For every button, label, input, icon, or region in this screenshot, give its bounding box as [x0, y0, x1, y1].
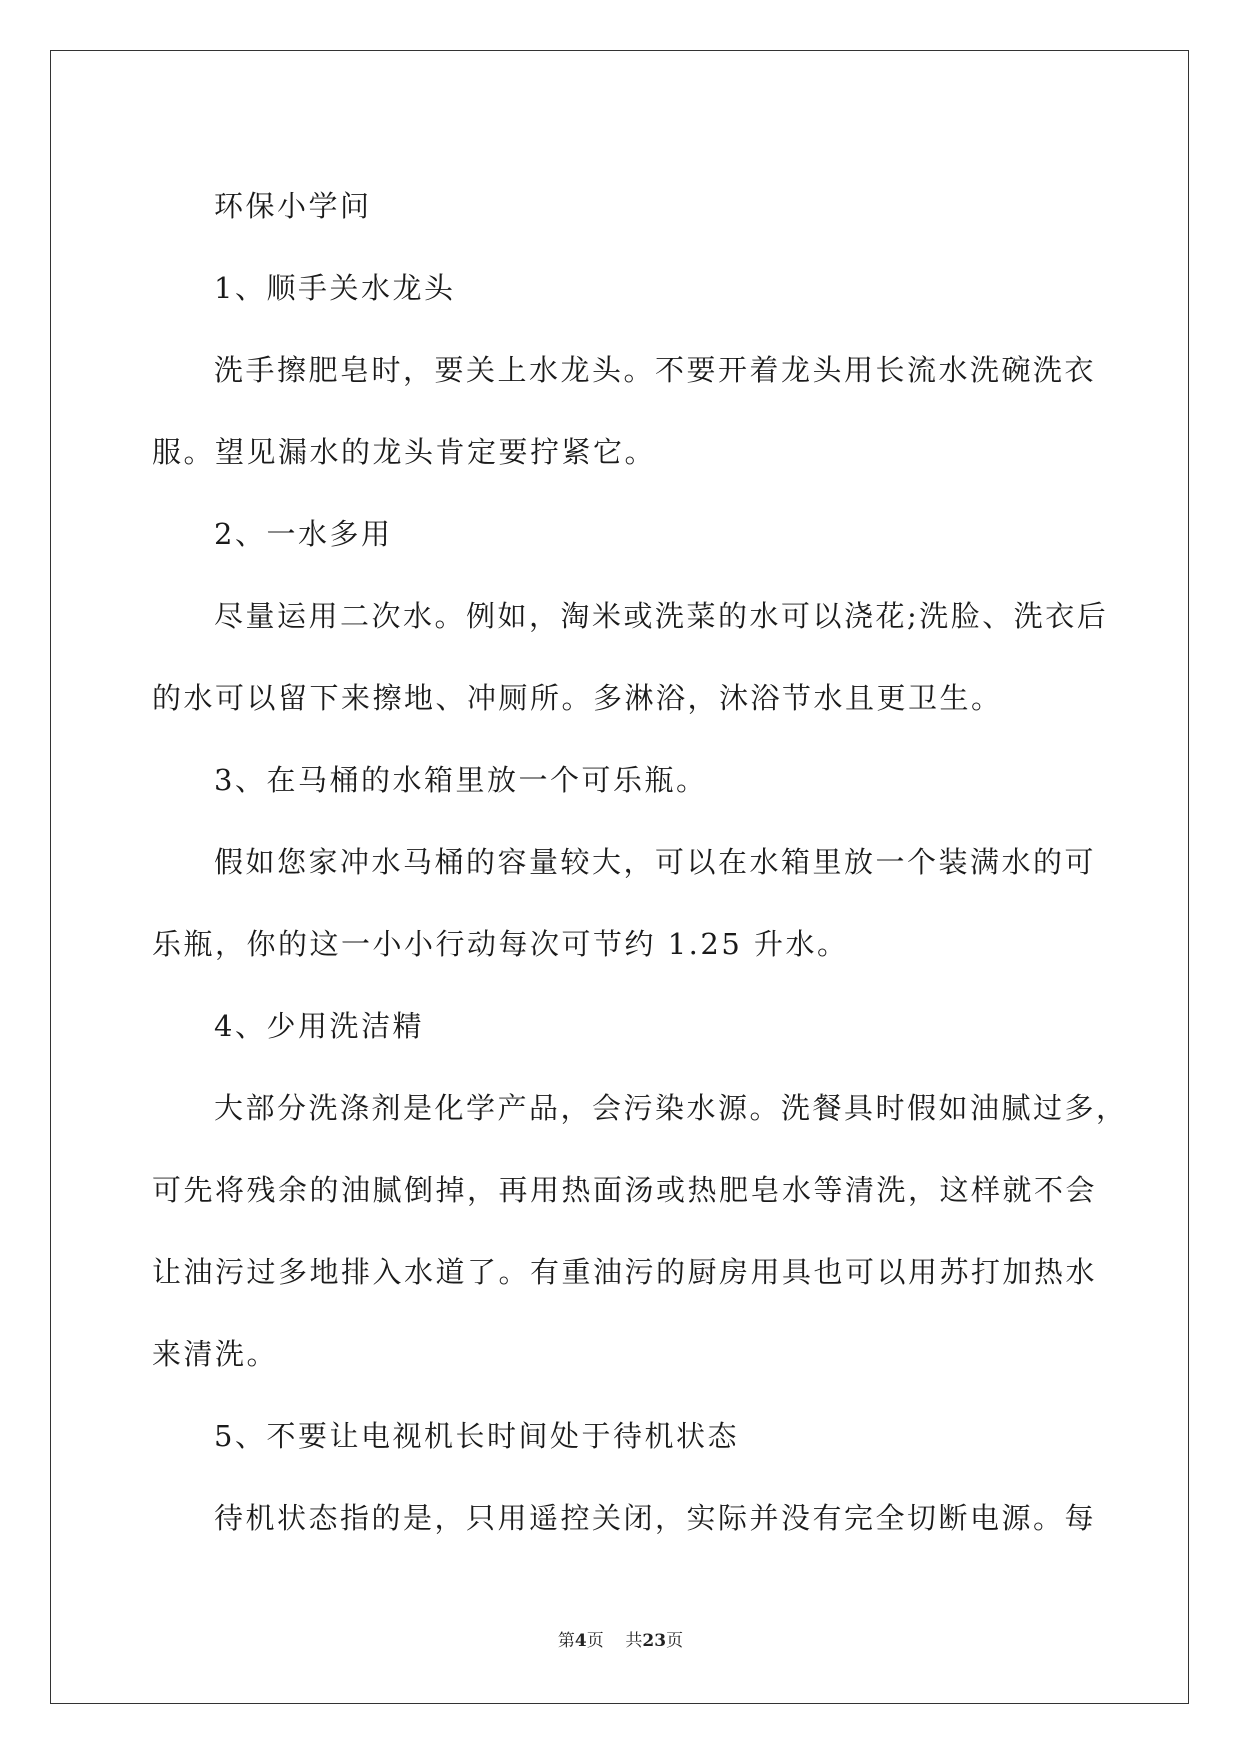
paragraph [152, 575, 1109, 739]
paragraph [152, 1395, 1092, 1477]
page-footer [0, 1626, 1241, 1651]
text-line: 的水可以留下来擦地、冲厕所。多淋浴，沐浴节水且更卫生。 [152, 681, 1003, 715]
footer-page-number: 4 [574, 1631, 587, 1651]
footer-total-suffix: 页 [666, 1631, 684, 1651]
text-line: 乐瓶，你的这一小小行动每次可节约 1.25 升水。 [152, 927, 849, 961]
text-line: 来清洗。 [152, 1337, 279, 1371]
text-line: 让油污过多地排入水道了。有重油污的厨房用具也可以用苏打加热水 [152, 1255, 1098, 1289]
text-line: 待机状态指的是，只用遥控关闭，实际并没有完全切断电源。每 [214, 1501, 1097, 1535]
paragraph [152, 1067, 1128, 1395]
paragraph [152, 821, 1097, 985]
text-line: 3、在马桶的水箱里放一个可乐瓶。 [214, 763, 708, 797]
text-line: 大部分洗涤剂是化学产品，会污染水源。洗餐具时假如油腻过多， [214, 1091, 1128, 1125]
footer-prefix: 第 [557, 1631, 575, 1651]
text-line: 洗手擦肥皂时，要关上水龙头。不要开着龙头用长流水洗碗洗衣 [214, 353, 1097, 387]
text-line: 4、少用洗洁精 [214, 1009, 424, 1043]
paragraph [152, 493, 1092, 575]
footer-total-pages: 23 [642, 1631, 667, 1651]
footer-total-prefix: 共 [625, 1631, 643, 1651]
text-line: 1、顺手关水龙头 [214, 271, 456, 305]
paragraph [152, 1477, 1097, 1559]
paragraph [152, 247, 1092, 329]
text-line: 假如您家冲水马桶的容量较大，可以在水箱里放一个装满水的可 [214, 845, 1097, 879]
paragraph [152, 985, 1092, 1067]
text-line: 5、不要让电视机长时间处于待机状态 [214, 1419, 739, 1453]
text-line: 可先将残余的油腻倒掉，再用热面汤或热肥皂水等清洗，这样就不会 [152, 1173, 1098, 1207]
footer-page-suffix: 页 [586, 1631, 604, 1651]
text-line: 服。望见漏水的龙头肯定要拧紧它。 [152, 435, 657, 469]
text-line: 尽量运用二次水。例如，淘米或洗菜的水可以浇花;洗脸、洗衣后 [214, 599, 1109, 633]
paragraph [152, 165, 1092, 247]
text-line: 2、一水多用 [214, 517, 393, 551]
paragraph [152, 329, 1097, 493]
text-line: 环保小学问 [214, 189, 372, 223]
paragraph [152, 739, 1092, 821]
document-body [152, 165, 1128, 1559]
